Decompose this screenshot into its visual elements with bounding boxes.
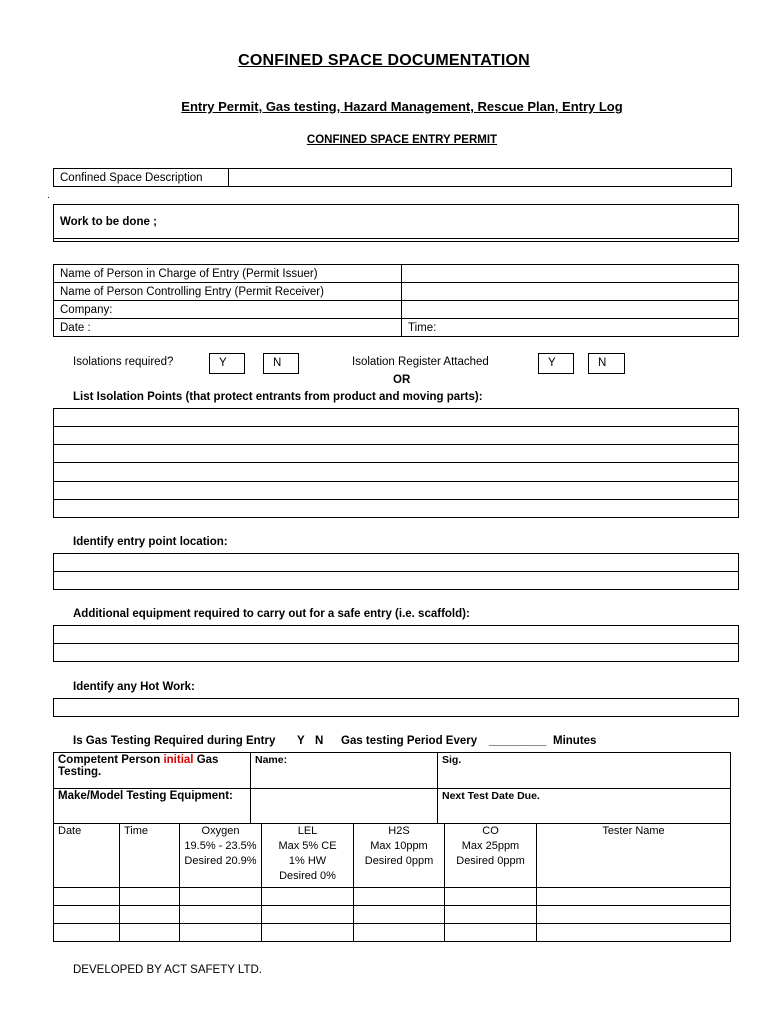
make-model-label: Make/Model Testing Equipment: [54,789,251,824]
reading-cell[interactable] [54,888,120,906]
reading-cell[interactable] [262,924,354,942]
reading-cell[interactable] [537,888,731,906]
company-field[interactable] [402,301,739,319]
reading-cell[interactable] [445,888,537,906]
isolations-yes-box[interactable]: Y [209,353,245,374]
receiver-field[interactable] [402,283,739,301]
hot-work-field[interactable] [53,698,739,717]
date-field[interactable]: Date : [54,319,402,337]
gas-period-label: Gas testing Period Every [341,735,478,747]
col-lel-hw: 1% HW [288,855,327,867]
col-oxygen-desired: Desired 20.9% [184,855,257,867]
competent-name-field[interactable] [251,753,438,789]
time-field[interactable]: Time: [402,319,739,337]
gas-testing-header-table [53,752,731,824]
equipment-label: Additional equipment required to carry out for a safe entry (i.e. scaffold): [73,608,470,620]
gas-testing-yes[interactable]: Y [297,735,305,747]
reading-cell[interactable] [445,906,537,924]
reading-cell[interactable] [445,924,537,942]
register-yes-box[interactable]: Y [538,353,574,374]
company-label: Company: [54,301,402,319]
reading-cell[interactable] [54,924,120,942]
reading-cell[interactable] [180,906,262,924]
col-oxygen [180,824,262,888]
entry-point-row[interactable] [54,554,739,572]
sig-label: Sig. [442,754,462,766]
receiver-label: Name of Person Controlling Entry (Permit Receiver) [54,283,402,301]
col-co-desired: Desired 0ppm [456,855,525,867]
description-field[interactable] [229,169,732,187]
col-tester-name: Tester Name [537,824,731,888]
competent-sig-field[interactable] [438,753,731,789]
entry-point-label: Identify entry point location: [73,536,228,548]
isolations-no-box[interactable]: N [263,353,299,374]
stray-dot: . [47,190,50,201]
isolation-point-row[interactable] [54,499,739,517]
col-lel [262,824,354,888]
reading-cell[interactable] [120,924,180,942]
gas-readings-table [53,823,731,942]
col-h2s-desired: Desired 0ppm [364,855,434,867]
competent-person-initial: initial [163,754,194,766]
col-lel-max: Max 5% CE [278,840,337,852]
col-co-max: Max 25ppm [461,840,520,852]
footer-developed-by: DEVELOPED BY ACT SAFETY LTD. [73,964,262,976]
reading-cell[interactable] [120,888,180,906]
col-oxygen-range: 19.5% - 23.5% [184,840,257,852]
isolations-required-label: Isolations required? [73,356,174,368]
reading-cell[interactable] [354,906,445,924]
isolation-point-row[interactable] [54,445,739,463]
col-co-title: CO [482,825,499,837]
col-lel-desired: Desired 0% [279,870,336,882]
col-time: Time [120,824,180,888]
col-oxygen-title: Oxygen [201,825,240,837]
work-table [53,204,739,242]
reading-cell[interactable] [180,888,262,906]
equipment-row[interactable] [54,644,739,662]
competent-person-text: Competent Person [58,754,161,766]
document-title: CONFINED SPACE DOCUMENTATION [238,52,530,69]
reading-cell[interactable] [54,906,120,924]
next-test-field[interactable] [438,789,731,824]
entry-point-row[interactable] [54,572,739,590]
reading-cell[interactable] [537,906,731,924]
reading-cell[interactable] [180,924,262,942]
reading-cell[interactable] [354,888,445,906]
isolation-point-row[interactable] [54,409,739,427]
name-label: Name: [255,754,288,766]
document-subtitle: Entry Permit, Gas testing, Hazard Management, Rescue Plan, Entry Log [181,99,623,114]
isolation-register-label: Isolation Register Attached [352,356,489,368]
register-no-box[interactable]: N [588,353,625,374]
reading-cell[interactable] [120,906,180,924]
equipment-table [53,625,739,662]
section-title: CONFINED SPACE ENTRY PERMIT [306,134,498,146]
gas-testing-no[interactable]: N [315,735,324,747]
make-model-field[interactable] [251,789,438,824]
equipment-row[interactable] [54,626,739,644]
competent-person-gas-testing: Gas Testing. [58,754,219,778]
description-table [53,168,732,187]
reading-cell[interactable] [262,906,354,924]
col-lel-title: LEL [297,825,318,837]
gas-testing-question: Is Gas Testing Required during Entry [73,735,276,747]
isolation-point-row[interactable] [54,481,739,499]
isolation-point-row[interactable] [54,463,739,481]
col-co [445,824,537,888]
reading-cell[interactable] [537,924,731,942]
entry-point-table [53,553,739,590]
reading-cell[interactable] [354,924,445,942]
hot-work-label: Identify any Hot Work: [73,681,195,693]
col-h2s [354,824,445,888]
gas-period-blank[interactable]: _________ [489,735,547,747]
col-h2s-title: H2S [388,825,410,837]
isolation-points-label: List Isolation Points (that protect entrants from product and moving parts): [73,391,483,403]
isolation-point-row[interactable] [54,427,739,445]
competent-person-label [54,753,251,789]
col-date: Date [54,824,120,888]
reading-cell[interactable] [262,888,354,906]
description-label: Confined Space Description [54,169,229,187]
work-field[interactable] [54,239,739,242]
next-test-label: Next Test Date Due. [442,790,540,802]
col-h2s-max: Max 10ppm [370,840,428,852]
work-label: Work to be done ; [54,205,739,239]
issuer-label: Name of Person in Charge of Entry (Permit Issuer) [54,265,402,283]
isolation-points-table [53,408,739,518]
persons-table [53,264,739,337]
issuer-field[interactable] [402,265,739,283]
or-label: OR [393,374,411,386]
gas-period-minutes: Minutes [553,735,597,747]
